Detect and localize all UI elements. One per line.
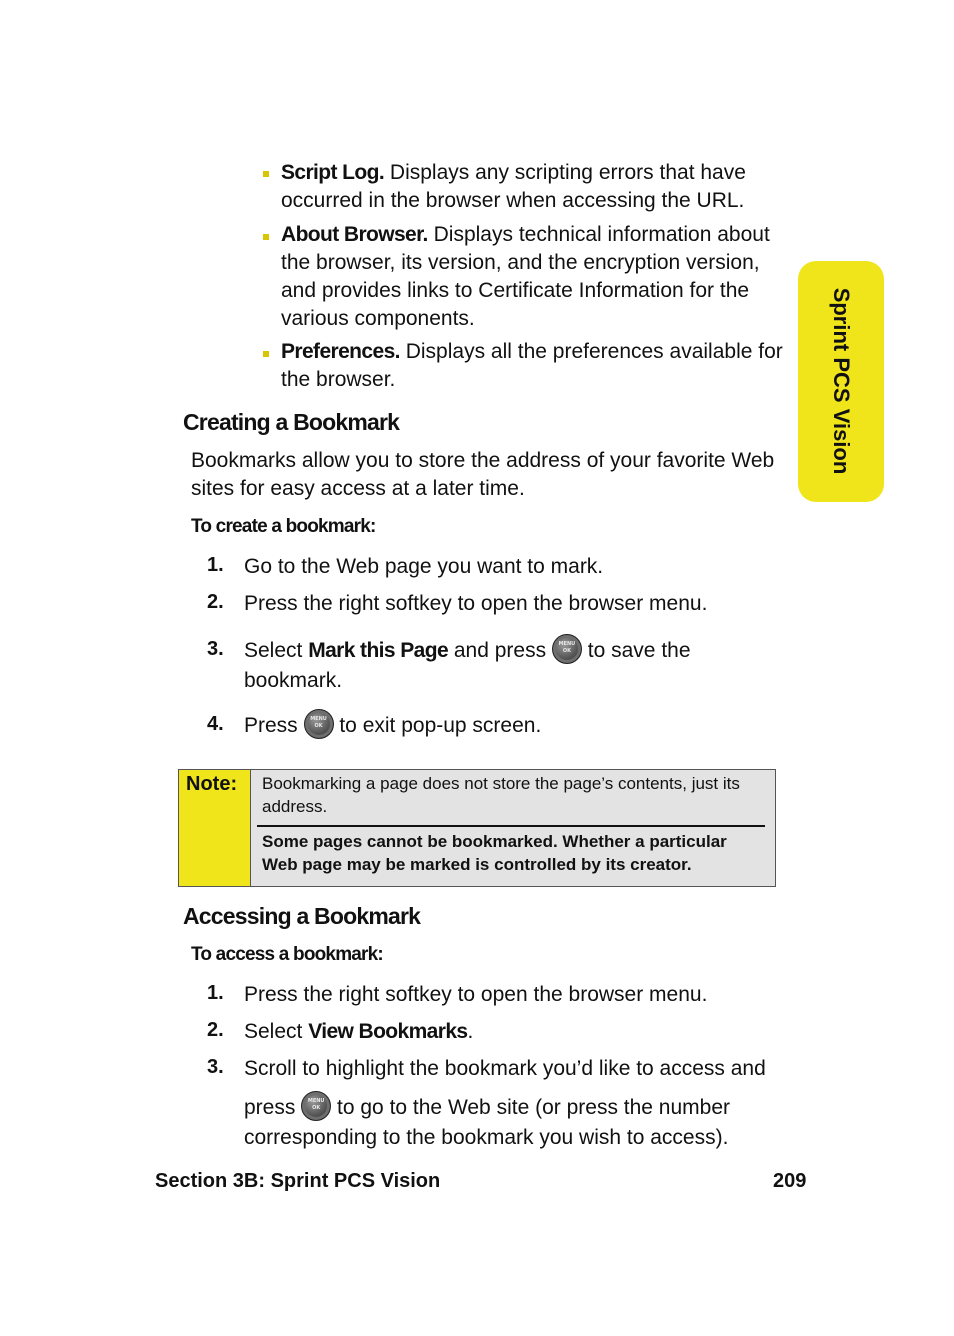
access-step-2	[244, 1017, 804, 1046]
note-divider	[257, 825, 765, 827]
procedure-create: To create a bookmark:	[191, 516, 376, 537]
create-step-1: Go to the Web page you want to mark.	[244, 555, 604, 578]
ok-key-top: MENU	[310, 716, 327, 723]
ok-key-bottom: OK	[312, 1105, 321, 1112]
ok-key-top: MENU	[307, 1098, 325, 1105]
create-step-2: Press the right softkey to open the browser menu.	[244, 592, 708, 615]
step-number: 3.	[207, 638, 224, 660]
note-label: Note:	[186, 773, 238, 795]
access-step-3-line2	[244, 1093, 784, 1152]
step-text: Select	[244, 639, 309, 662]
creating-intro: Bookmarks allow you to store the address of your favorite Web sites for easy access at a later time.	[191, 449, 775, 500]
procedure-access: To access a bookmark:	[191, 944, 383, 965]
access-step-1: Press the right softkey to open the browser menu.	[244, 983, 708, 1006]
access-step-3-line1: Scroll to highlight the bookmark you’d like to access and	[244, 1057, 766, 1080]
step-number: 2.	[207, 1019, 224, 1041]
bullet-desc: Displays any scripting errors that have occurred in the browser when accessing the URL.	[281, 161, 746, 212]
menu-ok-key-icon	[301, 1091, 331, 1121]
ok-key-text	[305, 716, 333, 730]
step-bold-term: Mark this Page	[308, 639, 449, 662]
bullet-term: About Browser.	[281, 223, 428, 246]
bullet-term: Script Log.	[281, 161, 385, 184]
bullet-marker	[263, 234, 269, 240]
ok-key-text	[302, 1098, 330, 1112]
step-number: 1.	[207, 982, 224, 1004]
ok-key-bottom: OK	[562, 648, 571, 655]
step-number: 2.	[207, 591, 224, 613]
step-number: 3.	[207, 1056, 224, 1078]
step-text: to exit pop-up screen.	[333, 714, 542, 737]
bullet-marker	[263, 171, 269, 177]
bullet-marker	[263, 351, 269, 357]
note-text-secondary: Some pages cannot be bookmarked. Whether a particular Web page may be marked is controlled by its creator.	[262, 832, 727, 874]
menu-ok-key-icon	[552, 634, 582, 664]
footer-page-number: 209	[773, 1170, 807, 1192]
note-box	[178, 769, 776, 887]
heading-accessing-bookmark: Accessing a Bookmark	[183, 903, 421, 929]
bullet-desc: Displays all the preferences available for the browser.	[281, 340, 783, 391]
bullet-desc: Displays technical information about the browser, its version, and the encryption version, and provides links to Certificate Information for the various components.	[281, 223, 770, 330]
bullet-preferences	[281, 338, 791, 394]
step-text: .	[467, 1020, 474, 1043]
menu-ok-key-icon	[304, 709, 334, 739]
bullet-term: Preferences.	[281, 340, 400, 363]
step-text: press	[244, 1096, 302, 1119]
note-label-cell	[179, 770, 251, 886]
footer-section-title: Section 3B: Sprint PCS Vision	[155, 1170, 441, 1192]
side-tab-label: Sprint PCS Vision	[829, 287, 854, 475]
ok-key-text	[553, 641, 581, 655]
step-text: Press	[244, 714, 304, 737]
ok-key-bottom: OK	[314, 723, 323, 730]
step-text: to go to the Web site (or press the number corresponding to the bookmark you wish to access).	[244, 1096, 731, 1150]
create-step-3	[244, 636, 704, 695]
step-text: to save the bookmark.	[244, 639, 691, 693]
step-text: and press	[448, 639, 552, 662]
bullet-script-log	[281, 159, 791, 215]
heading-creating-bookmark: Creating a Bookmark	[183, 409, 400, 435]
step-number: 4.	[207, 713, 224, 735]
ok-key-top: MENU	[558, 641, 576, 648]
create-step-4	[244, 711, 804, 741]
step-bold-term: View Bookmarks	[308, 1020, 468, 1043]
step-number: 1.	[207, 554, 224, 576]
note-text-primary: Bookmarking a page does not store the page’s contents, just its address.	[262, 774, 740, 816]
bullet-about-browser	[281, 221, 791, 333]
step-text: Select	[244, 1020, 309, 1043]
